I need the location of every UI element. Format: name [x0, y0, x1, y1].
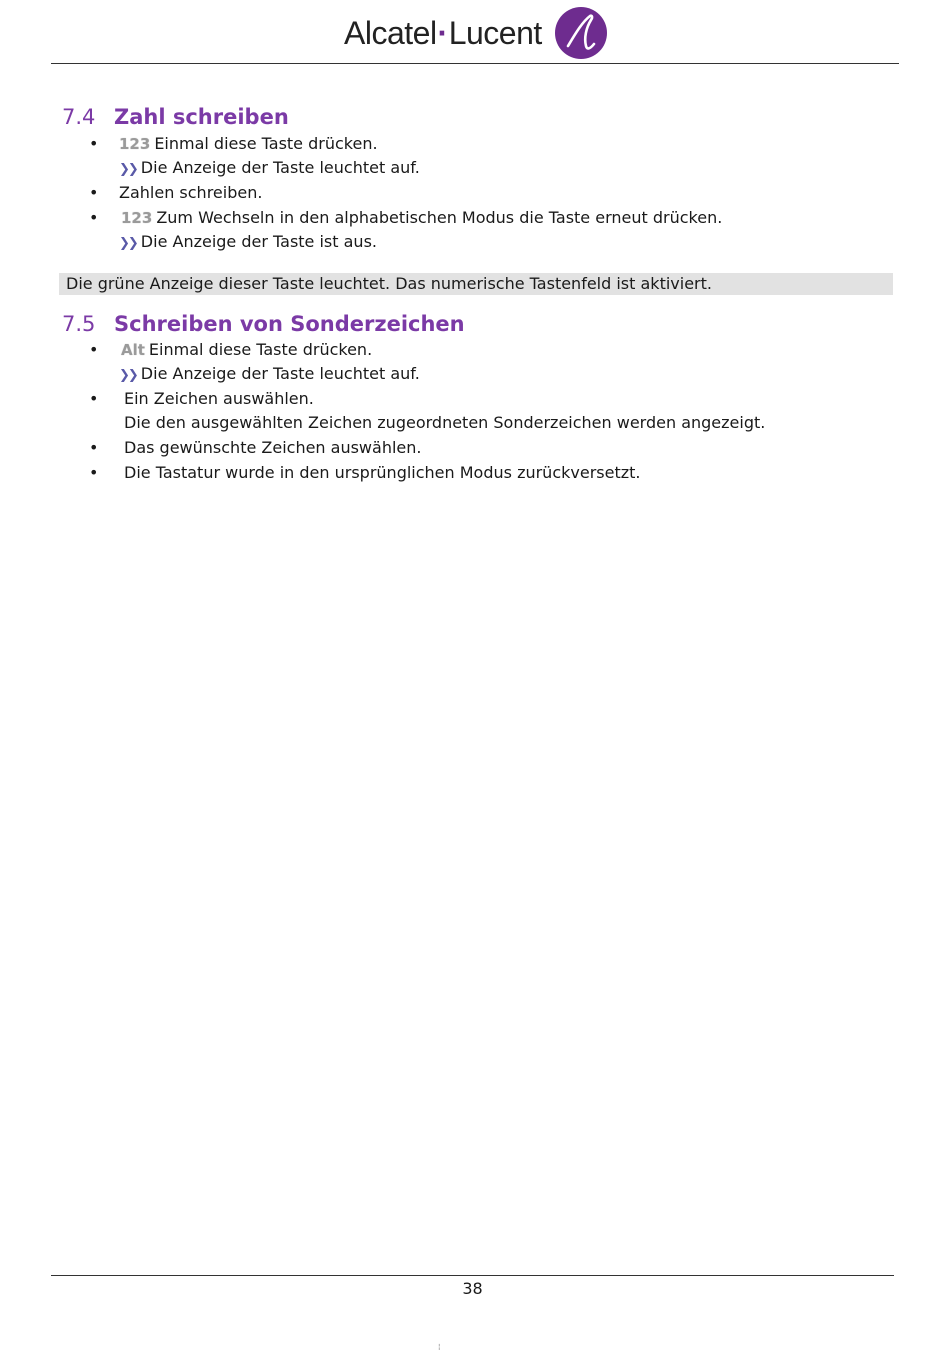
bullet: • — [89, 183, 99, 202]
bullet: • — [89, 134, 99, 153]
numeric-key-icon: 123 — [121, 209, 153, 227]
list-item: Alt Einmal diese Taste drücken. — [121, 340, 373, 359]
brand-logo — [344, 6, 608, 60]
section-title-7-5 — [62, 312, 465, 336]
footer-mark: ¦ — [438, 1343, 441, 1351]
bullet: • — [89, 438, 99, 457]
list-item: 123 Einmal diese Taste drücken. — [119, 134, 378, 153]
section-number: 7.4 — [62, 105, 96, 129]
list-item: Ein Zeichen auswählen. — [124, 389, 314, 408]
list-item-result: ❯❯ Die Anzeige der Taste leuchtet auf. — [119, 158, 420, 180]
brand-name: Alcatel·Lucent — [344, 14, 542, 51]
result-arrow-icon: ❯❯ — [119, 236, 137, 251]
bullet: • — [89, 463, 99, 482]
section-number: 7.5 — [62, 312, 96, 336]
alt-key-icon: Alt — [121, 341, 145, 359]
list-item-continuation: Die den ausgewählten Zeichen zugeordneten Sonderzeichen werden angezeigt. — [124, 413, 766, 432]
header-divider — [51, 63, 899, 64]
info-note — [59, 273, 893, 295]
list-item: 123 Zum Wechseln in den alphabetischen Modus die Taste erneut drücken. — [121, 208, 723, 227]
footer-divider — [51, 1275, 894, 1276]
page-number: 38 — [462, 1279, 483, 1298]
bullet: • — [89, 208, 99, 227]
list-item-result: ❯❯ Die Anzeige der Taste leuchtet auf. — [119, 364, 420, 386]
list-item-result: ❯❯ Die Anzeige der Taste ist aus. — [119, 232, 377, 254]
bullet: • — [89, 340, 99, 359]
list-item: Zahlen schreiben. — [119, 183, 263, 202]
list-item: Das gewünschte Zeichen auswählen. — [124, 438, 422, 457]
result-arrow-icon: ❯❯ — [119, 368, 137, 383]
brand-mark-icon — [554, 6, 608, 60]
info-note-text: Die grüne Anzeige dieser Taste leuchtet. Das numerische Tastenfeld ist aktiviert. — [66, 274, 712, 293]
numeric-key-icon: 123 — [119, 135, 151, 153]
list-item: Die Tastatur wurde in den ursprünglichen Modus zurückversetzt. — [124, 463, 641, 482]
section-heading: Zahl schreiben — [114, 105, 289, 129]
bullet: • — [89, 389, 99, 408]
section-heading: Schreiben von Sonderzeichen — [114, 312, 465, 336]
section-title-7-4 — [62, 105, 289, 129]
result-arrow-icon: ❯❯ — [119, 162, 137, 177]
